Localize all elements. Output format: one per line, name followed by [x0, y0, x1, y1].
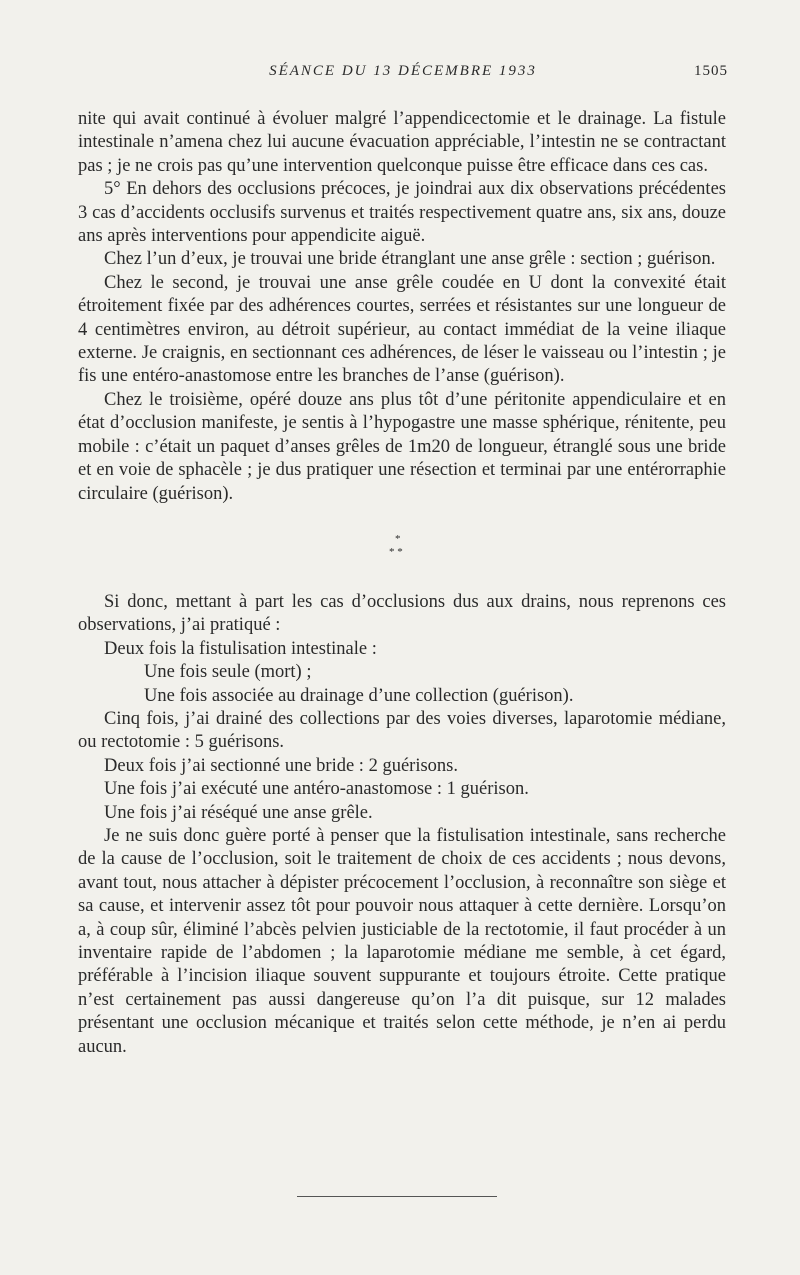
paragraph: Chez l’un d’eux, je trouvai une bride étranglant une anse grêle : section ; guérison. — [104, 249, 716, 270]
list-item: Deux fois la fistulisation intestinale : — [104, 638, 377, 659]
paragraph: Je ne suis donc guère porté à penser que la fistulisation intestinale, sans recherche de la cause de l’occlusion, soit le traitement de choix de ces accidents ; nous devons, avant tout, nous attacher à dépister précocement l’occlusion, à reconnaître son siège et sa cause, et intervenir assez tôt pour pouvoir nous attaquer à cette dernière. Lorsqu’on a, à coup sûr, éliminé l’abcès pelvien justiciable de la rectotomie, il faut procéder à un inventaire rapide de l’abdomen ; la laparotomie médiane me semble, à cet égard, préférable à l’incision iliaque souvent suppurante et toujours étroite. Cette pratique n’est certainement pas aussi dangereuse qu’on l’a dit puisque, sur 12 malades présentant une occlusion mécanique et traités selon cette méthode, je n’en ai perdu aucun. — [78, 825, 726, 1057]
separator-star-bottom: * * — [389, 545, 403, 558]
section-separator — [78, 506, 726, 591]
list-item: Une fois j’ai exécuté une antéro-anastomose : 1 guérison. — [104, 779, 529, 800]
paragraph: nite qui avait continué à évoluer malgré l’appendicectomie et le drainage. La fistule intestinale n’amena chez lui aucune évacuation appréciable, l’intestin ne se contractant pas ; je ne crois pas qu’une intervention quelconque puisse être efficace dans ces cas. — [78, 109, 726, 176]
list-item: Une fois j’ai réséqué une anse grêle. — [104, 802, 373, 823]
paragraph: Chez le second, je trouvai une anse grêle coudée en U dont la convexité était étroitement fixée par des adhérences courtes, serrées et résistantes sur une longueur de 4 centimètres environ, au détroit supérieur, au contact immédiat de la veine iliaque externe. Je craignis, en sectionnant ces adhérences, de léser le vaisseau ou l’intestin ; je fis une entéro-anastomose entre les branches de l’anse (guérison). — [78, 272, 726, 387]
separator-star-top: * — [395, 532, 401, 545]
body-text — [78, 108, 726, 1059]
page-number: 1505 — [694, 63, 728, 79]
paragraph: 5° En dehors des occlusions précoces, je joindrai aux dix observations précédentes 3 cas d’accidents occlusifs survenus et traités respectivement quatre ans, six ans, douze ans après interventions pour appendicite aiguë. — [78, 179, 726, 247]
header-title: SÉANCE DU 13 DÉCEMBRE 1933 — [269, 63, 537, 79]
end-rule — [297, 1196, 497, 1197]
paragraph: Si donc, mettant à part les cas d’occlusions dus aux drains, nous reprenons ces observations, j’ai pratiqué : — [78, 591, 726, 636]
list-item: Cinq fois, j’ai drainé des collections par des voies diverses, laparotomie médiane, ou rectotomie : 5 guérisons. — [78, 708, 726, 753]
list-subitem: Une fois associée au drainage d’une collection (guérison). — [144, 685, 574, 706]
paragraph: Chez le troisième, opéré douze ans plus tôt d’une péritonite appendiculaire et en état d’occlusion manifeste, je sentis à l’hypogastre une masse sphérique, rénitente, peu mobile : c’était un paquet d’anses grêles de 1m20 de longueur, étranglé sous une bride et en voie de sphacèle ; je dus pratiquer une résection et terminai par une entérorraphie circulaire (guérison). — [78, 389, 726, 504]
list-subitem: Une fois seule (mort) ; — [144, 662, 312, 683]
list-item: Deux fois j’ai sectionné une bride : 2 guérisons. — [104, 755, 458, 776]
running-header — [78, 63, 728, 87]
